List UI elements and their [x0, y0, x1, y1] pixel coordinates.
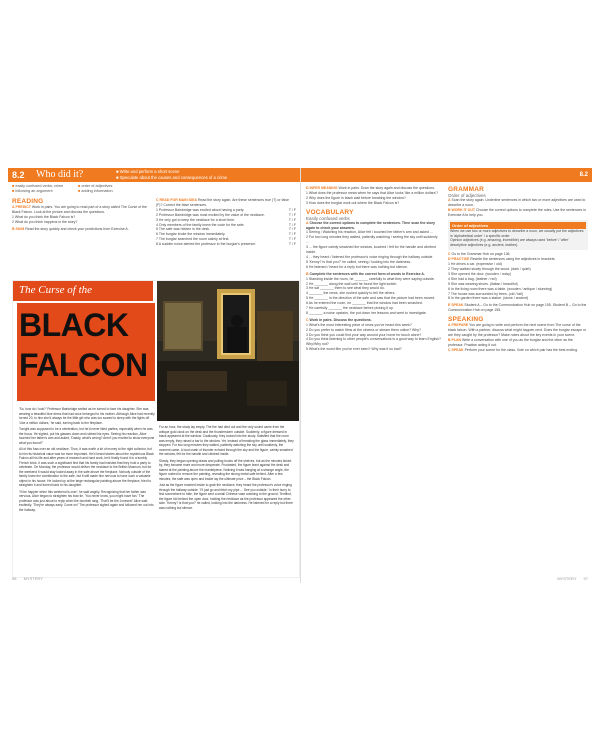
rewrite-item: 8 In the garden there was a statue. (stone / ancient)	[448, 296, 529, 301]
story-column-1	[19, 407, 155, 512]
vocab-c-list	[306, 323, 441, 352]
discussion-item: 2 Do you prefer to watch films at the cinema or stream them online? Why?	[306, 327, 421, 332]
question-item: 2 Why does the figure in black wait before breaking the window?	[306, 195, 406, 200]
unit-objectives	[116, 169, 227, 181]
gap-fill-item: 6 As he entered the room, he _______ that the window had been smashed.	[306, 301, 423, 306]
speaking-exercise-a: A PREPARE You are going to write and perform the next scene from The curse of the black falcon. With a partner, discuss what might happen next. Does the burglar escape or are they caught by the professor? Make notes about the key events in your scene.	[448, 323, 587, 337]
statement-text: 2 Professor Bainbridge was most excited by the value of the necklace.	[156, 212, 265, 217]
exercise-a: A PREDICT Work in pairs. You are going to read part of a story called The Curse of the Black Falcon. Look at the picture and discuss the questions.	[12, 205, 147, 214]
true-false-item	[156, 242, 296, 247]
skill-item: ■ easily confused verbs; crime	[12, 184, 64, 188]
skill-item: ■ adding information	[78, 189, 113, 193]
question-item: 1 What does the professor mean when he says that Alice looks 'like a million dollars'?	[306, 190, 439, 195]
rewrite-item: 1 He drives a car. (expensive / old)	[448, 262, 502, 267]
story-paragraph: For an hour, the study lay empty. The fire had died out and the only sound came from the antique gold clock on the desk and the thunderstorm outside. Suddenly, a figure dressed in black appeared at the window. Cautiously, they looked into the study. Satisfied that the room was empty, they raised a bar to the window. Yet, instead of breaking the glass immediately, they stopped. For two long minutes they waited, patiently watching the sky until suddenly, the moment came. A loud crash of thunder echoed through the sky and the figure, calmly smashed the window, felt for the handle and climbed inside.	[159, 425, 294, 456]
grammar-box-title: Order of adjectives	[450, 222, 586, 229]
vocab-b-list	[306, 277, 441, 316]
question-item: 2 What do you think happens in the story?	[12, 219, 78, 224]
speaking-heading: SPEAKING	[448, 316, 484, 324]
gap-fill-item: 8 _______ a noise upstairs, the put down her lessons and went to investigate.	[306, 310, 427, 315]
page-number-right: 97	[583, 576, 588, 581]
story-title-small: The Curse of the	[19, 284, 93, 296]
intensive-list	[306, 191, 441, 206]
footer-label-left: MYSTERY	[23, 576, 43, 581]
question-item: 1 What do you think the Black Falcon is?	[12, 214, 76, 219]
exercise-b: B SKIM Read the story quickly and check your predictions from Exercise A.	[12, 226, 129, 231]
story-panel	[12, 280, 300, 578]
skills-strip	[8, 183, 300, 193]
unit-number-right: 8.2	[579, 172, 588, 178]
exercise-d: D INFER MEANING Work in pairs. Scan the story again and discuss the questions.	[306, 186, 435, 190]
true-false-choice: T / F	[288, 217, 296, 222]
vocab-exercise-a: A Choose the correct options to complete the sentences. Then scan the story again to check your answers.	[306, 220, 435, 230]
grammar-d-list	[448, 262, 588, 301]
rewrite-item: 7 The house was surrounded by trees. (old / tall)	[448, 291, 524, 296]
true-false-choice: T / F	[288, 232, 296, 237]
true-false-choice: T / F	[288, 227, 296, 232]
statement-text: 6 The burglar broke the window immediately.	[156, 232, 226, 237]
gap-fill-item: 2 He _______ along the wall until he found the light switch.	[306, 281, 398, 286]
vocabulary-heading: VOCABULARY	[306, 208, 354, 216]
gap-fill-item: 3 He sat _______ them to see what they would do.	[306, 286, 385, 291]
story-paragraph: Tonight was supposed to be a celebration, but he'd never liked parties, especially when he was the focus. He sighed, put his glasses down and rubbed his eyes. Seeing his reaction, Alice touched her father's arm and asked, 'Daddy, what's wrong? Aren't you excited to show everyone what you found?'	[19, 427, 155, 445]
grammar-exercise-a: A Scan the story again. Underline sentences in which two or more adjectives are used to describe a noun.	[448, 198, 586, 207]
statement-text: 8 A sudden noise alerted the professor to the burglar's presence.	[156, 242, 257, 247]
discussion-item: 5 What's the worst film you've ever seen? Why was it so bad?	[306, 347, 402, 352]
gap-fill-item: 4 _______ the news, she rushed quickly to tell the others.	[306, 291, 396, 296]
rewrite-item: 2 They walked slowly through the wood. (dark / quiet)	[448, 266, 531, 271]
vocab-item: 5 'Kenny? Is that you?' he called, seeing / looking into the darkness.	[306, 259, 412, 264]
story-column-2	[159, 425, 295, 510]
grammar-exercise-e: E SPEAK Student A – Go to the Communication Hub on page 155. Student B – Go to the Communication Hub on page 155.	[448, 303, 587, 313]
statement-text: 4 Only members of the family knew the code for the safe.	[156, 222, 245, 227]
gap-fill-item: 1 Standing inside the room, he _______ carefully to what they were saying outside.	[306, 276, 435, 281]
vocab-item: 2 For two long minutes they waited, patiently watching / seeing the sky until suddenly ...	[306, 235, 438, 245]
vocab-item: 6 He listened / heard for a reply but there was nothing but silence.	[306, 264, 408, 269]
skill-item: ■ order of adjectives	[78, 184, 113, 188]
grammar-heading: GRAMMAR	[448, 186, 485, 193]
speaking-exercise-c: C SPEAK Perform your scene for the class. Vote on which pair has the best ending.	[448, 347, 578, 352]
burglar-scene-image	[157, 281, 299, 421]
true-false-choice: T / F	[288, 237, 296, 242]
statement-text: 3 He only got to keep the necklace for a short time.	[156, 217, 235, 222]
story-paragraph: Just as the figure reached inside to grab the necklace, they heard the professor's voice ringing through the hallway outside. 'I'll just go and fetch my pipe ... See you outside.' In their hurry to find somewhere to hide, the figure sent a small Chinese vase crashing to the ground. Terrified, the figure hid behind the open door, holding the necklace as the professor appeared the other side. 'Kenny? Is that you?' he called, looking into the darkness. He listened for a reply but there was nothing but silence.	[159, 483, 293, 510]
true-false-choice: T / F	[288, 207, 296, 212]
vocab-item: 4 ... they heard / listened the professor's voice ringing through the hallway outside.	[306, 254, 434, 259]
story-paragraph: Slowly, they began opening draws and pulling books off the shelves, but as the minutes ticked by, they became more and more desperate. Frustrated, the figure leant against the desk and stared at the painting above the mantelpiece. Noticing it was hanging at a strange angle, the figure rushed to remove the painting, revealing the strong metal safe behind. After a few minutes, the safe was open and inside lay the ultimate prize – the Black Falcon.	[159, 458, 292, 481]
statement-text: 7 The burglar searched the room calmly at first.	[156, 237, 230, 242]
grammar-rule-box	[448, 220, 588, 251]
page-number-left: 96	[12, 576, 17, 581]
true-false-choice: T / F	[288, 222, 296, 227]
story-title-falcon: FALCON	[19, 347, 148, 383]
story-title-black: BLACK	[19, 307, 129, 343]
right-column-1	[306, 186, 441, 352]
grammar-box-text: When we use two or more adjectives to describe a noun, we usually put the adjectives in 'alphabetical order' / a specific order. Opinion adjectives (e.g. amazing, incredible) are always used 'before' / 'after' descriptive adjectives (e.g. ancient, leather).	[450, 228, 584, 248]
story-paragraph: All of this fuss over an old necklace. Thus, it was worth a lot of money to the right collector, but to him its historical value was far more important. He'd heard stories about the mysterious Black Falcon all his life and after years of research and hard work, he'd finally found it in a tumbly French brick. It was such a significant find that his family had insisted that they hold a party to celebrate. On Monday, the professor would deliver the necklace to the British Museum, but for the weekend it would stay locked away in the safe above the fireplace. Nobody outside of the family knew the combination to the safe, but it still made him nervous to have such a valuable object in his house. He looked up at the large rectangular painting above the fireplace, tried to straighten it and turned back to his daughter.	[19, 447, 154, 487]
true-false-list	[156, 208, 296, 247]
right-unit-header	[301, 168, 592, 182]
left-unit-header	[8, 168, 300, 182]
gap-fill-item: 7 He carefully _______ the necklace before picking it up.	[306, 306, 394, 311]
unit-title: Who did it?	[36, 169, 84, 180]
reading-section	[12, 198, 150, 232]
grammar-exercise-c: C Go to the Grammar Hub on page 136.	[448, 252, 511, 257]
discussion-item: 1 What's the most interesting piece of news you've heard this week?	[306, 322, 412, 327]
true-false-choice: T / F	[288, 212, 296, 217]
skill-item: ■ following an argument	[12, 189, 53, 193]
story-title-bar	[13, 281, 153, 301]
vocab-a-list	[306, 230, 441, 269]
rewrite-item: 3 She opened the door. (wooden / noisy)	[448, 271, 512, 276]
vocab-exercise-b: B Complete the sentences with the correct form of words in Exercise A.	[306, 271, 425, 276]
question-item: 3 How does the burglar work out where the Black Falcon is?	[306, 200, 400, 205]
main-idea-section	[156, 198, 296, 247]
right-footer	[557, 576, 588, 581]
story-paragraph: 'I'll be happier when this weekend is over,' he said angrily. Recognizing that her father was nervous, Alice began to straighten his bow tie. 'You never know, you might have fun.' The professor was just about to reply when the doorbell rang. 'That'll be the Joneses!' Alice said excitedly. 'They're always early. Come on!' The professor sighed again and followed her out into the hallway.	[19, 489, 154, 512]
vocab-exercise-c: C Work in pairs. Discuss the questions.	[306, 317, 372, 322]
left-footer	[12, 576, 43, 581]
rewrite-item: 6 In the living room there was a table. (wooden / antique / stunning)	[448, 286, 553, 291]
statement-text: 5 The safe was hidden in the desk.	[156, 227, 211, 232]
discussion-item: 3 Do you think you could find your way around your home for touch alone?	[306, 332, 422, 337]
objective-item: ■ Speculate about the causes and consequences of a crime	[116, 175, 228, 180]
rewrite-item: 5 She was wearing shoes. (Italian / beautiful)	[448, 281, 518, 286]
vocab-item: 3 ... the figure calmly smashed the window, touched / felt for the handle and climbed inside.	[306, 245, 436, 255]
right-column-2	[448, 186, 588, 353]
vocabulary-subheading: Easily confused verbs	[306, 215, 350, 221]
story-paragraph: 'So, how do I look?' Professor Bainbridge smiled as he turned to face his daughter. She was wearing a beautiful blue dress that had once belonged to his mother. Although Alice had recently turned 20, to him she'd always be the little girl who was too scared to sleep with the lights off. 'Like a million dollars,' he said, turning back to the fireplace.	[19, 407, 155, 425]
gap-fill-item: 5 He _______ in the direction of the safe and saw that the picture had been moved.	[306, 296, 436, 301]
speaking-exercise-b: B PLAN Write a conversation with one of you as the burglar and the other as the professor. Practise acting it out.	[448, 337, 573, 347]
story-illustration	[157, 281, 299, 421]
textbook-spread	[8, 168, 592, 583]
reading-heading: READING	[12, 198, 44, 205]
footer-label-right: MYSTERY	[557, 576, 577, 581]
vocab-item: 1 Seeing / Watching his reaction, Alice felt / touched her father's arm and asked ...	[306, 230, 433, 235]
page-gutter	[300, 168, 301, 583]
grammar-exercise-d: D PRACTISE Rewrite the sentences using the adjectives in brackets.	[448, 257, 556, 262]
exercise-c: C READ FOR MAIN IDEA Read the story again. Are these sentences true (T) or false (F)? Correct the false sentences.	[156, 198, 289, 207]
discussion-item: 4 Do you think listening to other people's conversations is a good way to learn English? Why/Why not?	[306, 337, 441, 347]
grammar-exercise-b: B WORK IT OUT Choose the correct options to complete the rules. Use the sentences in Exercise A to help you.	[448, 207, 586, 217]
true-false-choice: T / F	[288, 242, 296, 247]
grammar-subheading: Order of adjectives	[448, 193, 486, 198]
rewrite-item: 4 She had a bag. (leather / red)	[448, 276, 497, 281]
objective-item: ■ Write and perform a short scene	[116, 169, 180, 174]
statement-text: 1 Professor Bainbridge was excited about having a party.	[156, 207, 245, 212]
unit-number: 8.2	[12, 170, 25, 180]
